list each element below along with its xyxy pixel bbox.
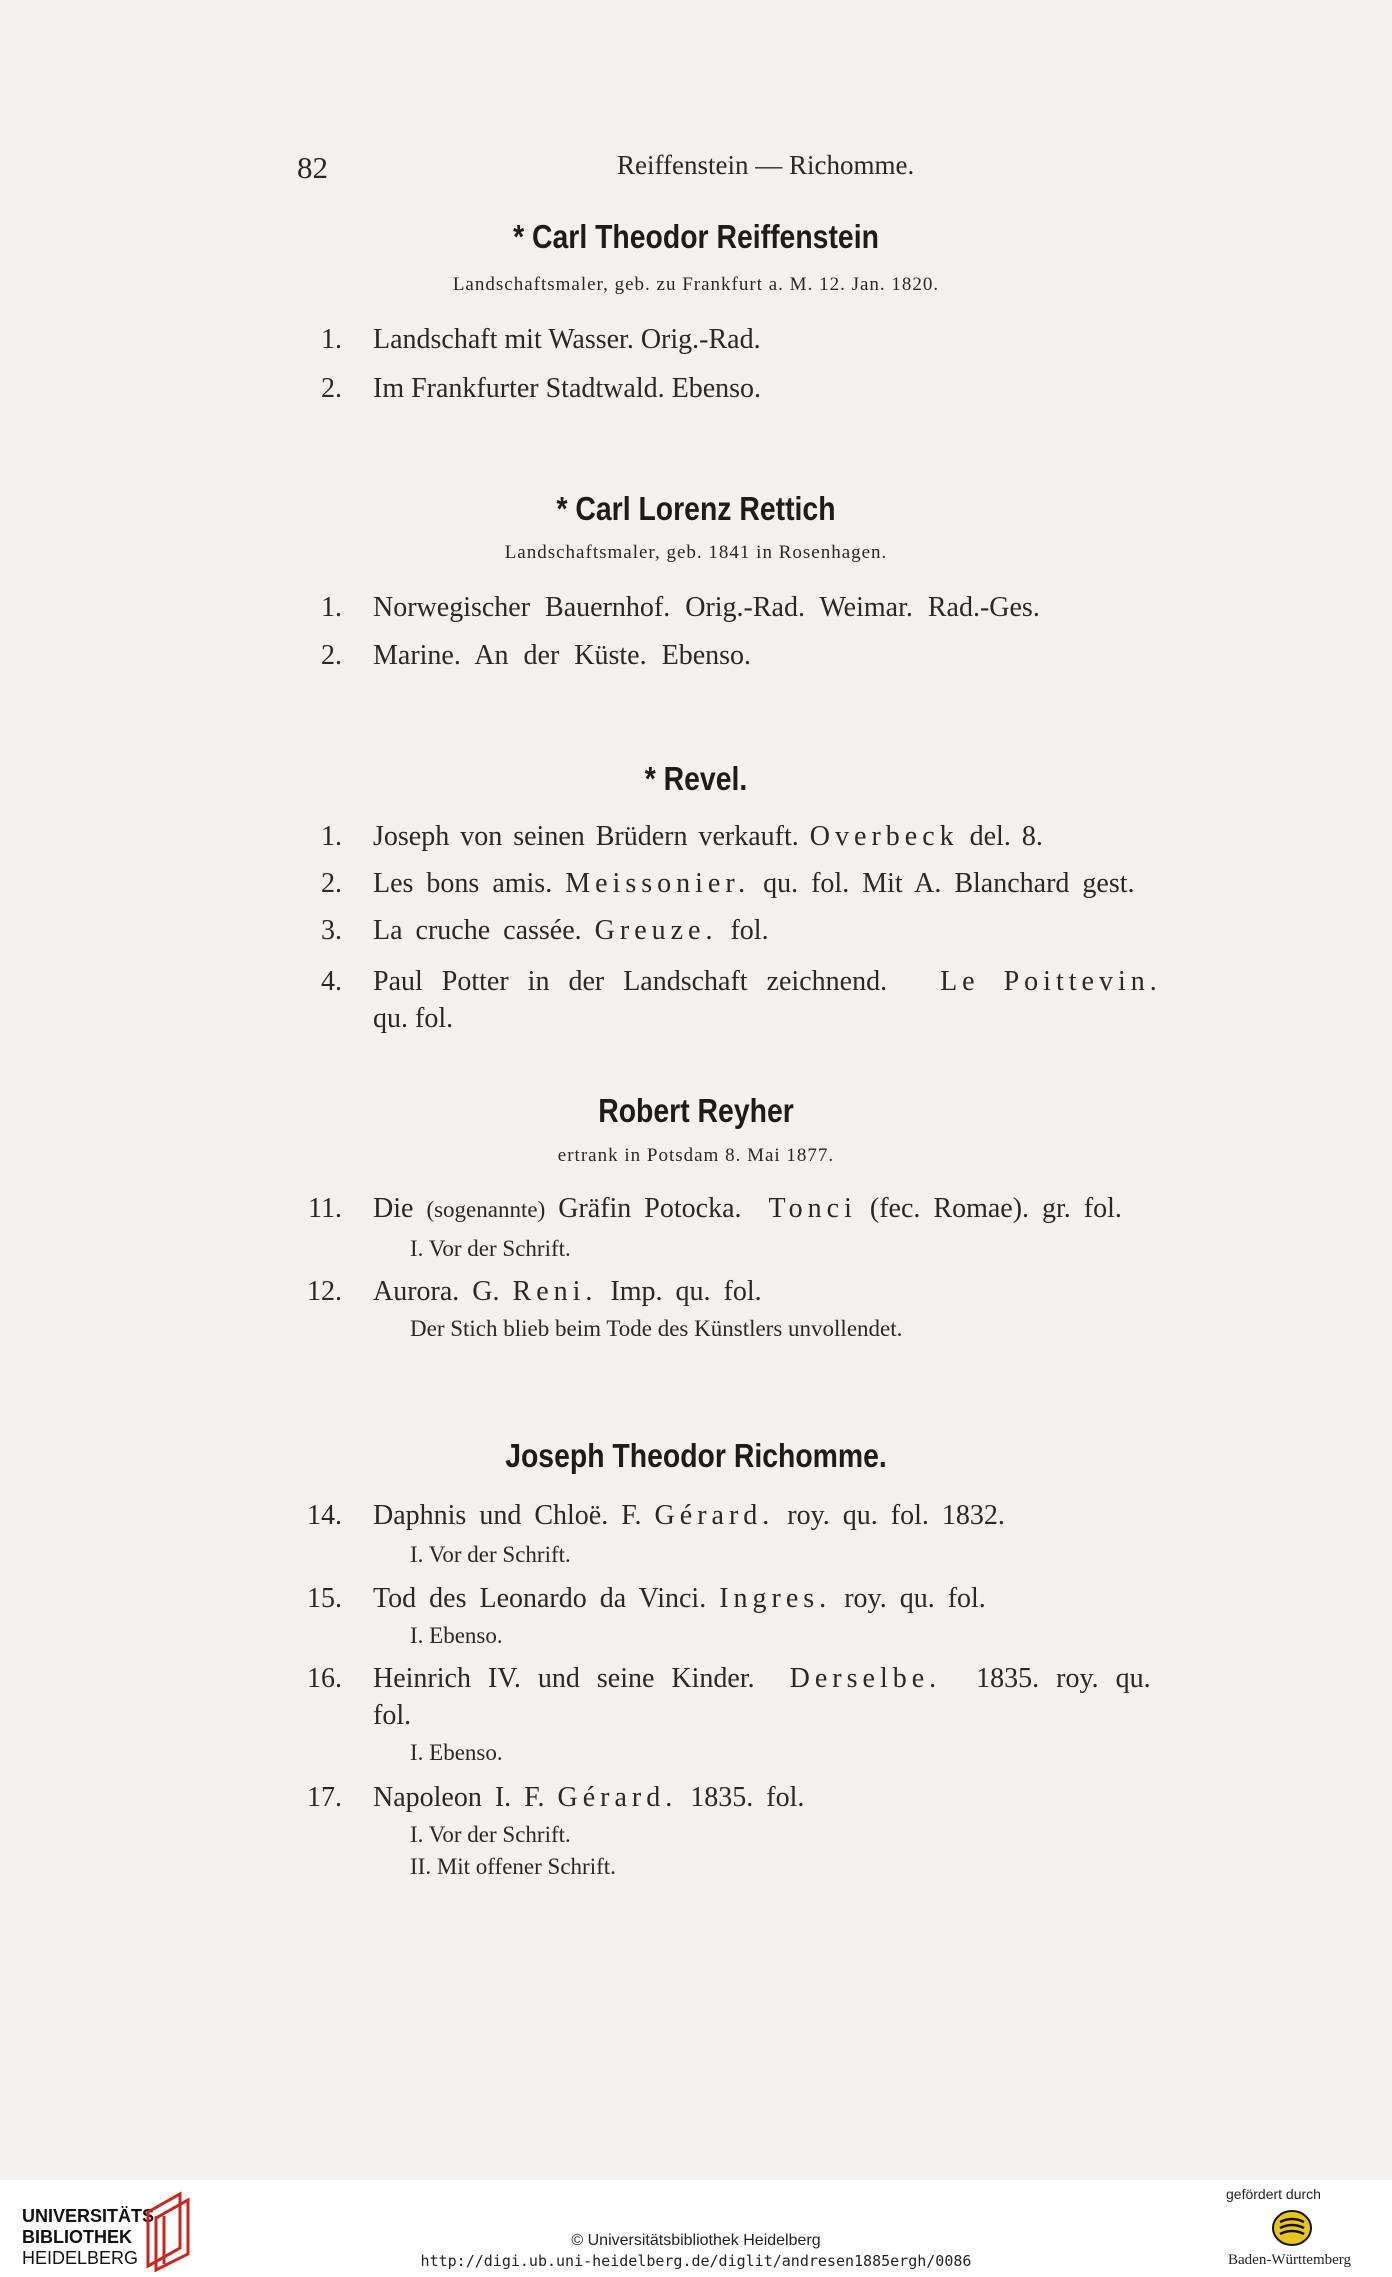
state-note: I. Vor der Schrift. [410, 1822, 571, 1847]
state-note: Der Stich blieb beim Tode des Künstlers unvollendet. [410, 1316, 903, 1341]
entry-text: Heinrich IV. und seine Kinder. Derselbe. 1835. roy. qu. [373, 1663, 1151, 1694]
entry-text: Norwegischer Bauernhof. Orig.-Rad. Weimar. Rad.-Ges. [373, 592, 1040, 623]
entry-text: Joseph von seinen Brüdern verkauft. Overbeck del. 8. [373, 821, 1043, 852]
entry-number: 14. [307, 1500, 342, 1531]
copyright-notice: © Universitätsbibliothek Heidelberg [571, 2232, 821, 2249]
entry-number: 1. [321, 592, 342, 623]
entry-number: 12. [307, 1276, 342, 1307]
page-number: 82 [297, 150, 328, 185]
entry-number: 1. [321, 821, 342, 852]
state-note: I. Vor der Schrift. [410, 1542, 571, 1567]
artist-name: Meissonier. [565, 868, 751, 899]
state-note: II. Mit offener Schrift. [410, 1854, 616, 1879]
section-heading-reiffenstein: * Carl Theodor Reiffenstein [513, 218, 879, 255]
entry-text-continued: qu. fol. [373, 1003, 454, 1034]
entry-text: Les bons amis. Meissonier. qu. fol. Mit A. Blanchard gest. [373, 868, 1135, 899]
entry-text: Die (sogenannte) Gräfin Potocka. Tonci (fec. Romae). gr. fol. [373, 1193, 1122, 1224]
artist-name: Overbeck [809, 821, 959, 852]
entry-text: Tod des Leonardo da Vinci. Ingres. roy. qu. fol. [373, 1583, 986, 1614]
entry-text: Daphnis und Chloë. F. Gérard. roy. qu. fol. 1832. [373, 1500, 1005, 1531]
entry-text: Im Frankfurter Stadtwald. Ebenso. [373, 373, 762, 404]
section-heading-revel: * Revel. [644, 760, 748, 797]
entry-number: 3. [321, 915, 342, 946]
state-note: I. Ebenso. [410, 1740, 503, 1765]
entry-number: 2. [321, 640, 342, 671]
entry-number: 15. [307, 1583, 342, 1614]
entry-number: 17. [307, 1782, 342, 1813]
artist-name: Reni. [512, 1276, 598, 1307]
section-heading-reyher: Robert Reyher [598, 1092, 794, 1129]
artist-name: Greuze. [594, 915, 718, 946]
entry-text-continued: fol. [373, 1700, 412, 1731]
entry-number: 1. [321, 324, 342, 355]
entry-text: Aurora. G. Reni. Imp. qu. fol. [373, 1276, 762, 1307]
entry-number: 16. [307, 1663, 342, 1694]
library-name-line1: UNIVERSITÄTS- [22, 2206, 161, 2226]
running-head: Reiffenstein — Richomme. [617, 150, 915, 180]
entry-number: 11. [308, 1193, 342, 1224]
artist-name: Gérard. [654, 1500, 775, 1531]
entry-number: 4. [321, 966, 342, 997]
artist-name: Gérard. [557, 1782, 678, 1813]
sponsor-label: gefördert durch [1226, 2186, 1321, 2202]
artist-name: Le Poittevin. [940, 966, 1162, 997]
entry-text: Landschaft mit Wasser. Orig.-Rad. [373, 324, 761, 355]
section-subtitle-reiffenstein: Landschaftsmaler, geb. zu Frankfurt a. M. 12. Jan. 1820. [452, 274, 940, 295]
section-heading-rettich: * Carl Lorenz Rettich [556, 490, 836, 527]
source-url[interactable]: http://digi.ub.uni-heidelberg.de/diglit/andresen1885ergh/0086 [420, 2252, 972, 2270]
state-note: I. Ebenso. [410, 1623, 503, 1648]
section-subtitle-reyher: ertrank in Potsdam 8. Mai 1877. [557, 1145, 835, 1166]
footer [0, 2180, 1392, 2277]
sponsor-name: Baden-Württemberg [1228, 2252, 1352, 2268]
library-name-line3: HEIDELBERG [22, 2248, 139, 2268]
baden-wuerttemberg-crest-icon [1270, 2206, 1314, 2250]
artist-name: Derselbe. [789, 1663, 942, 1694]
entry-text: Paul Potter in der Landschaft zeichnend. Le Poittevin. [373, 966, 1162, 997]
section-subtitle-rettich: Landschaftsmaler, geb. 1841 in Rosenhagen. [504, 542, 888, 563]
library-name-line2: BIBLIOTHEK [22, 2227, 132, 2247]
entry-text: Marine. An der Küste. Ebenso. [373, 640, 752, 671]
entry-text: Napoleon I. F. Gérard. 1835. fol. [373, 1782, 805, 1813]
entry-number: 2. [321, 868, 342, 899]
state-note: I. Vor der Schrift. [410, 1236, 571, 1261]
entry-number: 2. [321, 373, 342, 404]
artist-name: Tonci [768, 1193, 857, 1224]
entry-text: La cruche cassée. Greuze. fol. [373, 915, 769, 946]
artist-name: Ingres. [719, 1583, 832, 1614]
section-heading-richomme: Joseph Theodor Richomme. [505, 1437, 887, 1474]
